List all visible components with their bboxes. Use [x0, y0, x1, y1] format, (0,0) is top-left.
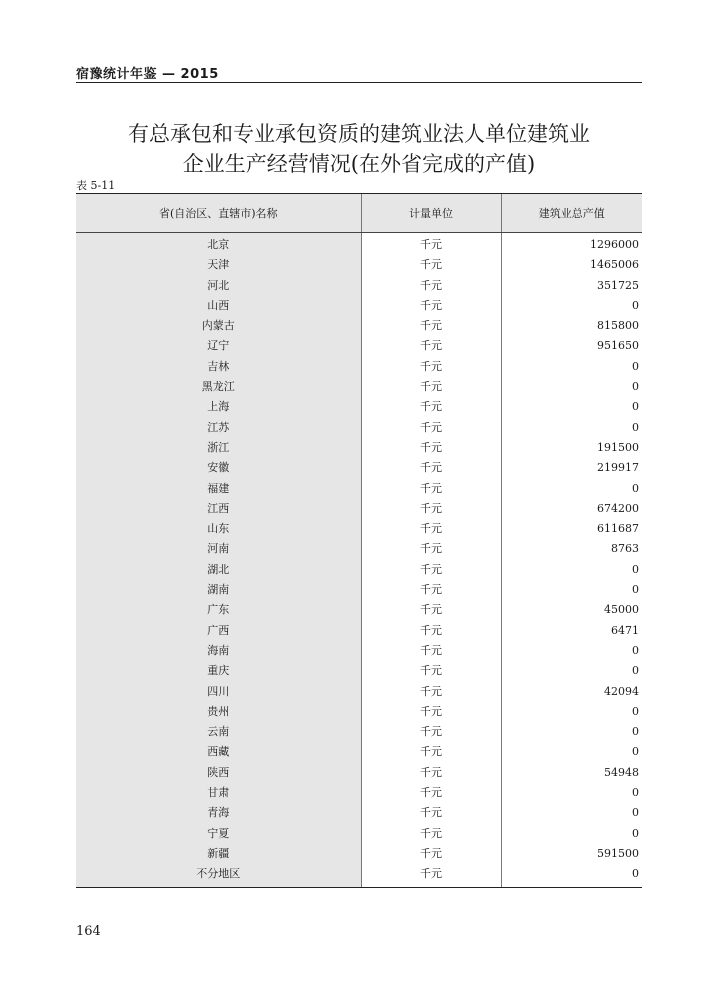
- output-value-cell: 0: [632, 359, 639, 373]
- unit-cell: 千元: [361, 702, 501, 722]
- table-row: [76, 438, 642, 458]
- unit-cell: 千元: [361, 458, 501, 478]
- unit-cell: 千元: [361, 742, 501, 762]
- unit-cell: 千元: [361, 233, 501, 256]
- region-cell: 上海: [76, 397, 361, 417]
- unit-cell: 千元: [361, 499, 501, 519]
- table-row: [76, 641, 642, 661]
- table-row: [76, 803, 642, 823]
- region-cell: 黑龙江: [76, 377, 361, 397]
- region-cell: 江苏: [76, 418, 361, 438]
- table-row: [76, 377, 642, 397]
- output-value-cell: 0: [632, 786, 639, 800]
- table-row: [76, 682, 642, 702]
- output-value-cell: 0: [632, 826, 639, 840]
- table-row: [76, 397, 642, 417]
- output-value-cell: 1296000: [590, 238, 639, 251]
- output-value-cell: 42094: [604, 684, 639, 698]
- region-cell: 湖北: [76, 560, 361, 580]
- output-value-cell: 0: [632, 664, 639, 678]
- table-body: [76, 233, 642, 888]
- region-cell: 四川: [76, 682, 361, 702]
- table-row: [76, 539, 642, 559]
- region-cell: 山东: [76, 519, 361, 539]
- output-value-cell: 0: [632, 380, 639, 394]
- unit-cell: 千元: [361, 519, 501, 539]
- table-row: [76, 296, 642, 316]
- table-row: [76, 702, 642, 722]
- region-cell: 福建: [76, 479, 361, 499]
- output-value-cell: 0: [632, 806, 639, 820]
- table-row: [76, 233, 642, 256]
- region-cell: 内蒙古: [76, 316, 361, 336]
- table-row: [76, 600, 642, 620]
- output-value-cell: 6471: [611, 623, 639, 637]
- region-cell: 吉林: [76, 357, 361, 377]
- output-value-cell: 45000: [604, 603, 639, 617]
- table-row: [76, 458, 642, 478]
- unit-cell: 千元: [361, 255, 501, 275]
- region-cell: 天津: [76, 255, 361, 275]
- header-rule: [76, 82, 642, 83]
- unit-cell: 千元: [361, 357, 501, 377]
- region-cell: 不分地区: [76, 864, 361, 887]
- output-value-cell: 0: [632, 643, 639, 657]
- table-row: [76, 844, 642, 864]
- title-line-1: 有总承包和专业承包资质的建筑业法人单位建筑业: [128, 122, 590, 146]
- column-header-output: 建筑业总产值: [501, 194, 642, 233]
- unit-cell: 千元: [361, 803, 501, 823]
- table-row: [76, 418, 642, 438]
- output-value-cell: 0: [501, 864, 642, 887]
- unit-cell: 千元: [361, 438, 501, 458]
- output-value-cell: 0: [632, 562, 639, 576]
- output-value-cell: 0: [632, 420, 639, 434]
- region-cell: 北京: [76, 233, 361, 256]
- output-value-cell: 591500: [597, 846, 639, 860]
- unit-cell: 千元: [361, 661, 501, 681]
- table-row: [76, 722, 642, 742]
- unit-cell: 千元: [361, 539, 501, 559]
- region-cell: 浙江: [76, 438, 361, 458]
- unit-cell: 千元: [361, 479, 501, 499]
- unit-cell: 千元: [361, 418, 501, 438]
- output-value-cell: 0: [632, 725, 639, 739]
- table-row: [76, 357, 642, 377]
- unit-cell: 千元: [361, 276, 501, 296]
- table-row: [76, 783, 642, 803]
- output-value-cell: 0: [632, 400, 639, 414]
- region-cell: 新疆: [76, 844, 361, 864]
- title-line-2: 企业生产经营情况(在外省完成的产值): [182, 152, 536, 176]
- unit-cell: 千元: [361, 600, 501, 620]
- unit-cell: 千元: [361, 621, 501, 641]
- table-row: [76, 519, 642, 539]
- unit-cell: 千元: [361, 580, 501, 600]
- table-row: [76, 580, 642, 600]
- data-table: [76, 193, 642, 888]
- unit-cell: 千元: [361, 641, 501, 661]
- unit-cell: 千元: [361, 864, 501, 887]
- unit-cell: 千元: [361, 844, 501, 864]
- unit-cell: 千元: [361, 397, 501, 417]
- output-value-cell: 611687: [597, 522, 639, 536]
- region-cell: 辽宁: [76, 336, 361, 356]
- output-value-cell: 191500: [597, 440, 639, 454]
- output-value-cell: 0: [632, 481, 639, 495]
- table-row: [76, 276, 642, 296]
- table-row: [76, 479, 642, 499]
- output-value-cell: 1465006: [590, 258, 639, 272]
- table-row: [76, 255, 642, 275]
- unit-cell: 千元: [361, 783, 501, 803]
- unit-cell: 千元: [361, 682, 501, 702]
- output-value-cell: 815800: [597, 319, 639, 333]
- output-value-cell: 8763: [611, 542, 639, 556]
- region-cell: 重庆: [76, 661, 361, 681]
- output-value-cell: 219917: [597, 461, 639, 475]
- running-head: 宿豫统计年鉴 — 2015: [76, 67, 219, 82]
- output-value-cell: 0: [632, 298, 639, 312]
- unit-cell: 千元: [361, 296, 501, 316]
- region-cell: 山西: [76, 296, 361, 316]
- unit-cell: 千元: [361, 722, 501, 742]
- table-row: [76, 316, 642, 336]
- unit-cell: 千元: [361, 336, 501, 356]
- table-row: [76, 621, 642, 641]
- region-cell: 陕西: [76, 763, 361, 783]
- region-cell: 青海: [76, 803, 361, 823]
- table-row: [76, 742, 642, 762]
- output-value-cell: 0: [632, 583, 639, 597]
- table-row: [76, 824, 642, 844]
- page-title: [76, 119, 642, 179]
- unit-cell: 千元: [361, 560, 501, 580]
- region-cell: 安徽: [76, 458, 361, 478]
- table-row: [76, 763, 642, 783]
- region-cell: 广东: [76, 600, 361, 620]
- unit-cell: 千元: [361, 316, 501, 336]
- region-cell: 西藏: [76, 742, 361, 762]
- unit-cell: 千元: [361, 763, 501, 783]
- region-cell: 江西: [76, 499, 361, 519]
- column-header-region: 省(自治区、直辖市)名称: [76, 194, 361, 233]
- output-value-cell: 0: [632, 704, 639, 718]
- region-cell: 广西: [76, 621, 361, 641]
- region-cell: 湖南: [76, 580, 361, 600]
- region-cell: 云南: [76, 722, 361, 742]
- table-header-row: [76, 194, 642, 233]
- region-cell: 甘肃: [76, 783, 361, 803]
- page-number: 164: [76, 924, 101, 939]
- region-cell: 宁夏: [76, 824, 361, 844]
- table-number: 表 5-11: [76, 179, 116, 192]
- table-row: [76, 336, 642, 356]
- output-value-cell: 951650: [597, 339, 639, 353]
- output-value-cell: 351725: [597, 278, 639, 292]
- table-row: [76, 661, 642, 681]
- table-row: [76, 499, 642, 519]
- region-cell: 贵州: [76, 702, 361, 722]
- column-header-unit: 计量单位: [361, 194, 501, 233]
- region-cell: 河北: [76, 276, 361, 296]
- region-cell: 河南: [76, 539, 361, 559]
- region-cell: 海南: [76, 641, 361, 661]
- unit-cell: 千元: [361, 824, 501, 844]
- table-row: [76, 560, 642, 580]
- unit-cell: 千元: [361, 377, 501, 397]
- output-value-cell: 54948: [604, 765, 639, 779]
- output-value-cell: 674200: [597, 501, 639, 515]
- output-value-cell: 0: [632, 745, 639, 759]
- table-row: [76, 864, 642, 887]
